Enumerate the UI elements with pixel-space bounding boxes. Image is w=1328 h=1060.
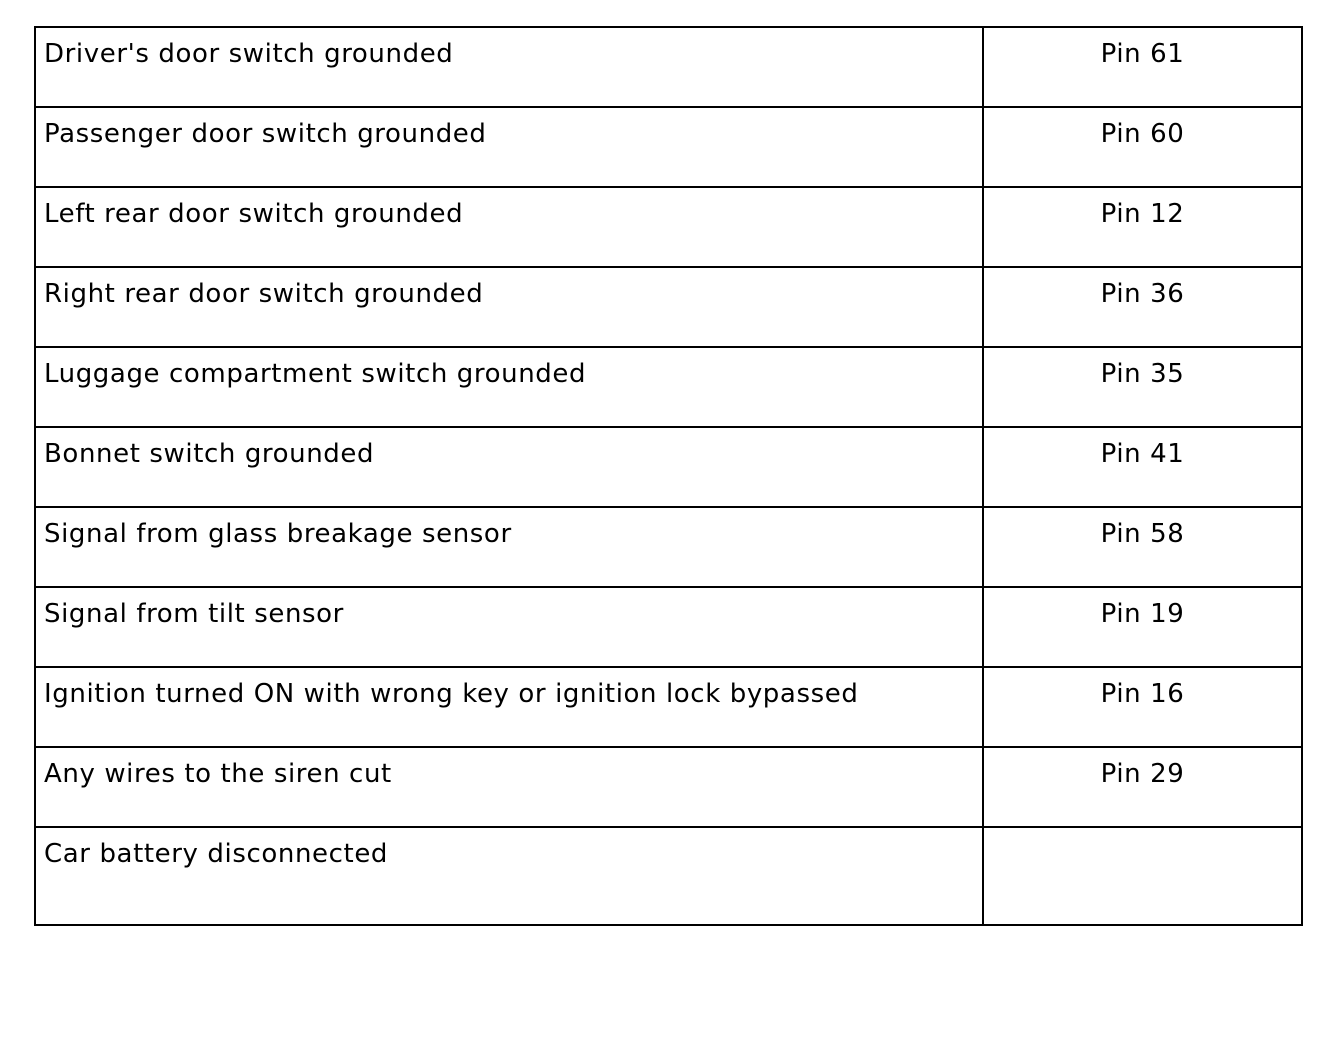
trigger-description: Any wires to the siren cut — [35, 747, 983, 827]
trigger-description: Signal from glass breakage sensor — [35, 507, 983, 587]
pin-number: Pin 16 — [983, 667, 1302, 747]
table-row — [35, 747, 1302, 827]
table-row — [35, 827, 1302, 925]
trigger-description: Bonnet switch grounded — [35, 427, 983, 507]
table-row — [35, 587, 1302, 667]
table-row — [35, 507, 1302, 587]
pin-number: Pin 12 — [983, 187, 1302, 267]
table-row — [35, 267, 1302, 347]
pin-number — [983, 827, 1302, 925]
pin-number: Pin 61 — [983, 27, 1302, 107]
trigger-description: Luggage compartment switch grounded — [35, 347, 983, 427]
table-row — [35, 347, 1302, 427]
trigger-description: Right rear door switch grounded — [35, 267, 983, 347]
pin-number: Pin 60 — [983, 107, 1302, 187]
table-row — [35, 667, 1302, 747]
table-row — [35, 187, 1302, 267]
alarm-trigger-table-container — [34, 26, 1301, 926]
pin-number: Pin 19 — [983, 587, 1302, 667]
table-row — [35, 107, 1302, 187]
pin-number: Pin 29 — [983, 747, 1302, 827]
trigger-description: Ignition turned ON with wrong key or ignition lock bypassed — [35, 667, 983, 747]
table-row — [35, 427, 1302, 507]
table-row — [35, 27, 1302, 107]
pin-number: Pin 36 — [983, 267, 1302, 347]
pin-number: Pin 41 — [983, 427, 1302, 507]
trigger-description: Signal from tilt sensor — [35, 587, 983, 667]
alarm-trigger-pin-table — [34, 26, 1303, 926]
trigger-description: Left rear door switch grounded — [35, 187, 983, 267]
pin-number: Pin 58 — [983, 507, 1302, 587]
pin-number: Pin 35 — [983, 347, 1302, 427]
trigger-description: Car battery disconnected — [35, 827, 983, 925]
trigger-description: Driver's door switch grounded — [35, 27, 983, 107]
trigger-description: Passenger door switch grounded — [35, 107, 983, 187]
